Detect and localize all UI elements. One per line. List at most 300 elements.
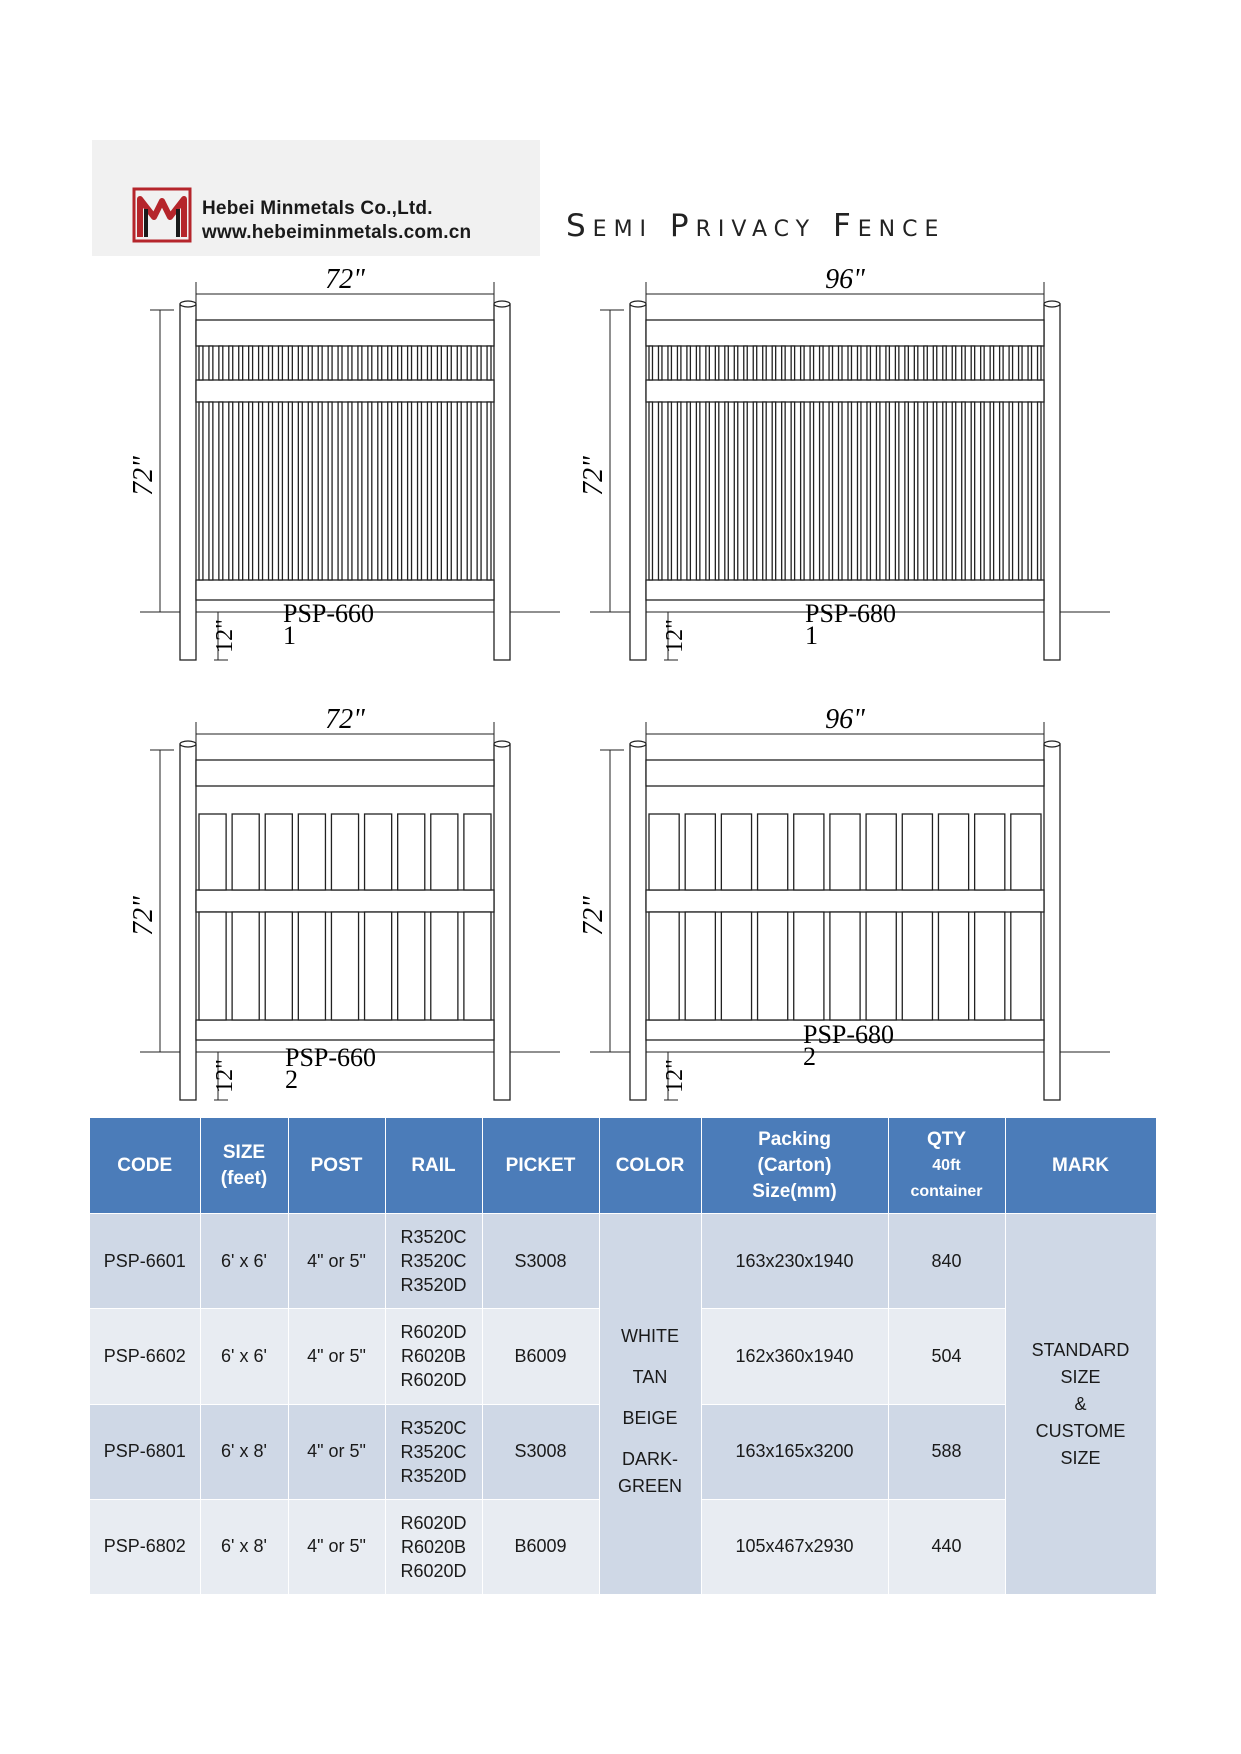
fence-picket xyxy=(895,402,898,580)
model-variant-label: 1 xyxy=(805,621,818,650)
fence-picket xyxy=(464,814,491,890)
fence-picket xyxy=(876,402,879,580)
cell-picket: B6009 xyxy=(482,1309,599,1404)
rail-item: R6020B xyxy=(400,1536,467,1557)
fence-picket xyxy=(232,912,259,1020)
fence-picket xyxy=(477,402,481,580)
fence-picket xyxy=(794,814,824,890)
height-label: 72" xyxy=(578,456,609,496)
cell-color xyxy=(599,1214,701,1595)
fence-picket xyxy=(990,402,993,580)
cell-post: 4" or 5" xyxy=(288,1309,385,1404)
header-packing xyxy=(701,1118,888,1214)
fence-picket xyxy=(298,346,302,380)
fence-picket xyxy=(437,402,441,580)
fence-picket xyxy=(715,402,718,580)
cell-qty: 840 xyxy=(888,1214,1005,1309)
fence-picket xyxy=(753,346,756,380)
fence-picket xyxy=(649,814,679,890)
fence-picket xyxy=(331,912,358,1020)
rail-item: R6020B xyxy=(400,1346,467,1367)
fence-picket xyxy=(467,346,471,380)
mark-item: SIZE xyxy=(1060,1366,1101,1387)
model-code-label: PSP-660 xyxy=(283,599,375,628)
fence-post xyxy=(1044,744,1060,1100)
fence-picket xyxy=(328,346,332,380)
table-row xyxy=(90,1214,1156,1309)
fence-picket xyxy=(685,814,715,890)
fence-picket xyxy=(962,346,965,380)
fence-picket xyxy=(706,346,709,380)
fence-picket xyxy=(365,814,392,890)
fence-picket xyxy=(1038,346,1041,380)
fence-picket xyxy=(677,346,680,380)
fence-picket xyxy=(378,346,382,380)
fence-elevation xyxy=(578,704,1110,1100)
fence-picket xyxy=(1019,346,1022,380)
top-rail xyxy=(196,320,494,346)
fence-picket xyxy=(219,346,223,380)
fence-picket xyxy=(298,912,325,1020)
ground-depth-label: 12" xyxy=(212,619,238,653)
fence-picket xyxy=(229,402,233,580)
fence-picket xyxy=(269,346,273,380)
fence-picket xyxy=(378,402,382,580)
fence-picket xyxy=(914,402,917,580)
fence-picket xyxy=(685,912,715,1020)
header-size-line1: SIZE xyxy=(222,1141,266,1163)
post-cap xyxy=(1044,301,1060,307)
fence-picket xyxy=(791,402,794,580)
fence-picket xyxy=(758,814,788,890)
fence-picket xyxy=(398,814,425,890)
fence-picket xyxy=(358,346,362,380)
fence-picket xyxy=(1011,912,1041,1020)
rail-item: R3520D xyxy=(400,1275,467,1296)
fence-picket xyxy=(338,346,342,380)
fence-picket xyxy=(328,402,332,580)
fence-picket xyxy=(398,402,402,580)
fence-picket xyxy=(772,346,775,380)
cell-size: 6' x 8' xyxy=(200,1499,288,1594)
fence-picket xyxy=(763,402,766,580)
fence-picket xyxy=(348,346,352,380)
fence-picket xyxy=(971,346,974,380)
cell-size: 6' x 8' xyxy=(200,1404,288,1499)
post-cap xyxy=(630,301,646,307)
fence-picket xyxy=(687,402,690,580)
model-code-label: PSP-680 xyxy=(805,599,897,628)
color-item: DARK- xyxy=(621,1448,678,1469)
fence-picket xyxy=(288,346,292,380)
cell-qty: 504 xyxy=(888,1309,1005,1404)
fence-picket xyxy=(278,402,282,580)
fence-picket xyxy=(209,402,213,580)
cell-code: PSP-6801 xyxy=(90,1404,200,1499)
fence-picket xyxy=(721,912,751,1020)
fence-picket xyxy=(876,346,879,380)
fence-picket xyxy=(649,912,679,1020)
fence-picket xyxy=(721,814,751,890)
fence-picket xyxy=(981,402,984,580)
fence-picket xyxy=(427,402,431,580)
fence-picket xyxy=(408,346,412,380)
ground-depth-label: 12" xyxy=(662,619,688,653)
fence-picket xyxy=(487,402,491,580)
header-qty-line3: container xyxy=(910,1182,983,1200)
rail-item: R3520C xyxy=(400,1227,467,1248)
cell-post: 4" or 5" xyxy=(288,1214,385,1309)
fence-picket xyxy=(866,814,896,890)
fence-picket xyxy=(1038,402,1041,580)
fence-picket xyxy=(1011,814,1041,890)
fence-picket xyxy=(933,346,936,380)
fence-picket xyxy=(782,346,785,380)
fence-picket xyxy=(725,346,728,380)
fence-picket xyxy=(1009,402,1012,580)
fence-picket xyxy=(687,346,690,380)
fence-picket xyxy=(658,346,661,380)
rail-item: R3520C xyxy=(400,1441,467,1462)
company-name: Hebei Minmetals Co.,Ltd. xyxy=(202,198,433,219)
fence-picket xyxy=(696,402,699,580)
fence-picket xyxy=(1028,346,1031,380)
header-post: POST xyxy=(288,1118,385,1214)
fence-picket xyxy=(857,346,860,380)
fence-picket xyxy=(278,346,282,380)
fence-picket xyxy=(418,346,422,380)
fence-picket xyxy=(830,912,860,1020)
fence-picket xyxy=(358,402,362,580)
header-packing-line3: Size(mm) xyxy=(752,1180,837,1202)
fence-picket xyxy=(952,346,955,380)
model-variant-label: 2 xyxy=(285,1065,298,1094)
fence-picket xyxy=(734,402,737,580)
model-code-label: PSP-660 xyxy=(285,1043,377,1072)
fence-picket xyxy=(388,346,392,380)
fence-picket xyxy=(829,402,832,580)
cell-picket: S3008 xyxy=(482,1404,599,1499)
fence-post xyxy=(494,744,510,1100)
fence-picket xyxy=(229,346,233,380)
rail-item: R3520D xyxy=(400,1465,467,1486)
fence-picket xyxy=(820,346,823,380)
fence-picket xyxy=(905,402,908,580)
fence-picket xyxy=(338,402,342,580)
middle-rail xyxy=(196,380,494,402)
middle-rail xyxy=(196,890,494,912)
fence-picket xyxy=(447,402,451,580)
header-mark: MARK xyxy=(1005,1118,1156,1214)
header-size xyxy=(200,1118,288,1214)
fence-picket xyxy=(199,402,203,580)
fence-picket xyxy=(398,912,425,1020)
fence-picket xyxy=(219,402,223,580)
fence-picket xyxy=(924,402,927,580)
fence-picket xyxy=(782,402,785,580)
fence-picket xyxy=(368,346,372,380)
fence-picket xyxy=(487,346,491,380)
header-rail: RAIL xyxy=(385,1118,482,1214)
fence-picket xyxy=(886,346,889,380)
fence-picket xyxy=(744,402,747,580)
fence-picket xyxy=(772,402,775,580)
cell-packing: 105x467x2930 xyxy=(701,1499,888,1594)
fence-picket xyxy=(249,346,253,380)
fence-elevation xyxy=(578,264,1110,660)
fence-picket xyxy=(288,402,292,580)
fence-picket xyxy=(259,402,263,580)
fence-picket xyxy=(649,402,652,580)
cell-picket: S3008 xyxy=(482,1214,599,1309)
fence-picket xyxy=(199,814,226,890)
fence-picket xyxy=(753,402,756,580)
mark-item: & xyxy=(1074,1393,1087,1414)
fence-picket xyxy=(725,402,728,580)
width-label: 96" xyxy=(825,264,865,295)
cell-qty: 440 xyxy=(888,1499,1005,1594)
header-picket: PICKET xyxy=(482,1118,599,1214)
cell-size: 6' x 6' xyxy=(200,1309,288,1404)
cell-packing: 163x165x3200 xyxy=(701,1404,888,1499)
fence-picket xyxy=(668,402,671,580)
fence-picket xyxy=(975,814,1005,890)
fence-picket xyxy=(308,402,312,580)
cell-code: PSP-6602 xyxy=(90,1309,200,1404)
fence-picket xyxy=(848,402,851,580)
width-label: 96" xyxy=(825,704,865,735)
fence-picket xyxy=(810,402,813,580)
fence-picket xyxy=(791,346,794,380)
fence-picket xyxy=(318,402,322,580)
fence-post xyxy=(180,744,196,1100)
cell-packing: 163x230x1940 xyxy=(701,1214,888,1309)
header-code: CODE xyxy=(90,1118,200,1214)
fence-picket xyxy=(734,346,737,380)
fence-picket xyxy=(848,346,851,380)
fence-picket xyxy=(447,346,451,380)
fence-picket xyxy=(902,912,932,1020)
cell-code: PSP-6802 xyxy=(90,1499,200,1594)
fence-post xyxy=(494,304,510,660)
height-label: 72" xyxy=(578,896,609,936)
top-rail xyxy=(646,760,1044,786)
fence-picket xyxy=(895,346,898,380)
fence-picket xyxy=(990,346,993,380)
header-packing-line1: Packing xyxy=(758,1128,831,1150)
model-code-label: PSP-680 xyxy=(803,1020,895,1049)
fence-picket xyxy=(933,402,936,580)
fence-picket xyxy=(696,346,699,380)
fence-picket xyxy=(467,402,471,580)
fence-elevation xyxy=(128,264,560,660)
fence-picket xyxy=(938,912,968,1020)
fence-picket xyxy=(308,346,312,380)
fence-picket xyxy=(249,402,253,580)
fence-picket xyxy=(905,346,908,380)
rail-item: R3520C xyxy=(400,1417,467,1438)
model-variant-label: 1 xyxy=(283,621,296,650)
mark-item: STANDARD xyxy=(1031,1339,1130,1360)
fence-picket xyxy=(232,814,259,890)
cell-rail xyxy=(385,1404,482,1499)
cell-post: 4" or 5" xyxy=(288,1499,385,1594)
fence-picket xyxy=(431,912,458,1020)
color-item: TAN xyxy=(632,1366,668,1387)
rail-item: R3520C xyxy=(400,1251,467,1272)
cell-rail xyxy=(385,1214,482,1309)
cell-rail xyxy=(385,1309,482,1404)
color-item: BEIGE xyxy=(622,1407,678,1428)
fence-picket xyxy=(1000,402,1003,580)
fence-picket xyxy=(971,402,974,580)
header-qty-line2: 40ft xyxy=(932,1156,961,1174)
fence-post xyxy=(630,304,646,660)
fence-picket xyxy=(457,402,461,580)
cell-rail xyxy=(385,1499,482,1594)
fence-picket xyxy=(265,912,292,1020)
fence-picket xyxy=(715,346,718,380)
fence-picket xyxy=(975,912,1005,1020)
fence-picket xyxy=(839,346,842,380)
fence-picket xyxy=(794,912,824,1020)
bottom-rail xyxy=(196,580,494,600)
fence-picket xyxy=(298,814,325,890)
fence-picket xyxy=(348,402,352,580)
fence-picket xyxy=(209,346,213,380)
fence-picket xyxy=(388,402,392,580)
fence-picket xyxy=(938,814,968,890)
fence-picket xyxy=(810,346,813,380)
fence-picket xyxy=(943,402,946,580)
post-cap xyxy=(180,741,196,747)
ground-depth-label: 12" xyxy=(662,1059,688,1093)
fence-picket xyxy=(914,346,917,380)
width-label: 72" xyxy=(325,264,365,295)
fence-picket xyxy=(952,402,955,580)
cell-mark xyxy=(1005,1214,1156,1595)
fence-picket xyxy=(763,346,766,380)
fence-picket xyxy=(1019,402,1022,580)
fence-post xyxy=(630,744,646,1100)
post-cap xyxy=(180,301,196,307)
fence-elevation xyxy=(128,704,560,1100)
fence-picket xyxy=(744,346,747,380)
fence-picket xyxy=(239,402,243,580)
fence-picket xyxy=(801,346,804,380)
fence-picket xyxy=(239,346,243,380)
fence-picket xyxy=(437,346,441,380)
fence-picket xyxy=(839,402,842,580)
company-url: www.hebeiminmetals.com.cn xyxy=(202,222,472,243)
post-cap xyxy=(494,741,510,747)
fence-picket xyxy=(886,402,889,580)
fence-picket xyxy=(943,346,946,380)
fence-picket xyxy=(408,402,412,580)
fence-picket xyxy=(269,402,273,580)
fence-picket xyxy=(830,814,860,890)
fence-picket xyxy=(981,346,984,380)
post-cap xyxy=(630,741,646,747)
fence-picket xyxy=(866,912,896,1020)
fence-picket xyxy=(829,346,832,380)
page-title: Semi Privacy Fence xyxy=(566,208,946,244)
fence-picket xyxy=(677,402,680,580)
fence-picket xyxy=(1028,402,1031,580)
fence-picket xyxy=(464,912,491,1020)
fence-post xyxy=(180,304,196,660)
rail-item: R6020D xyxy=(400,1512,467,1533)
cell-qty: 588 xyxy=(888,1404,1005,1499)
fence-picket xyxy=(199,912,226,1020)
fence-picket xyxy=(431,814,458,890)
bottom-rail xyxy=(196,1020,494,1040)
header-color: COLOR xyxy=(599,1118,701,1214)
color-item: GREEN xyxy=(617,1475,682,1496)
post-cap xyxy=(494,301,510,307)
mark-item: CUSTOME xyxy=(1035,1420,1126,1441)
fence-post xyxy=(1044,304,1060,660)
fence-picket xyxy=(649,346,652,380)
fence-picket xyxy=(199,346,203,380)
fence-picket xyxy=(902,814,932,890)
color-item: WHITE xyxy=(621,1325,679,1346)
fence-picket xyxy=(1000,346,1003,380)
header-size-line2: (feet) xyxy=(220,1167,268,1189)
rail-item: R6020D xyxy=(400,1560,467,1581)
fence-picket xyxy=(801,402,804,580)
model-variant-label: 2 xyxy=(803,1042,816,1071)
fence-picket xyxy=(318,346,322,380)
fence-picket xyxy=(298,402,302,580)
cell-size: 6' x 6' xyxy=(200,1214,288,1309)
middle-rail xyxy=(646,890,1044,912)
fence-picket xyxy=(867,346,870,380)
fence-picket xyxy=(457,346,461,380)
fence-picket xyxy=(758,912,788,1020)
fence-picket xyxy=(658,402,661,580)
rail-item: R6020D xyxy=(400,1370,467,1391)
header-packing-line2: (Carton) xyxy=(757,1154,832,1176)
cell-packing: 162x360x1940 xyxy=(701,1309,888,1404)
fence-picket xyxy=(331,814,358,890)
cell-code: PSP-6601 xyxy=(90,1214,200,1309)
ground-depth-label: 12" xyxy=(212,1059,238,1093)
table-header-row xyxy=(90,1118,1156,1214)
width-label: 72" xyxy=(325,704,365,735)
fence-picket xyxy=(668,346,671,380)
header-qty xyxy=(888,1118,1005,1214)
fence-picket xyxy=(265,814,292,890)
fence-picket xyxy=(924,346,927,380)
bottom-rail xyxy=(646,580,1044,600)
fence-picket xyxy=(962,402,965,580)
header-qty-line1: QTY xyxy=(926,1128,967,1150)
mark-item: SIZE xyxy=(1060,1447,1101,1468)
fence-picket xyxy=(477,346,481,380)
fence-picket xyxy=(427,346,431,380)
spec-table xyxy=(90,1118,1157,1594)
height-label: 72" xyxy=(128,456,159,496)
fence-picket xyxy=(259,346,263,380)
fence-picket xyxy=(857,402,860,580)
fence-picket xyxy=(365,912,392,1020)
fence-picket xyxy=(368,402,372,580)
fence-picket xyxy=(867,402,870,580)
top-rail xyxy=(196,760,494,786)
post-cap xyxy=(1044,741,1060,747)
fence-picket xyxy=(1009,346,1012,380)
